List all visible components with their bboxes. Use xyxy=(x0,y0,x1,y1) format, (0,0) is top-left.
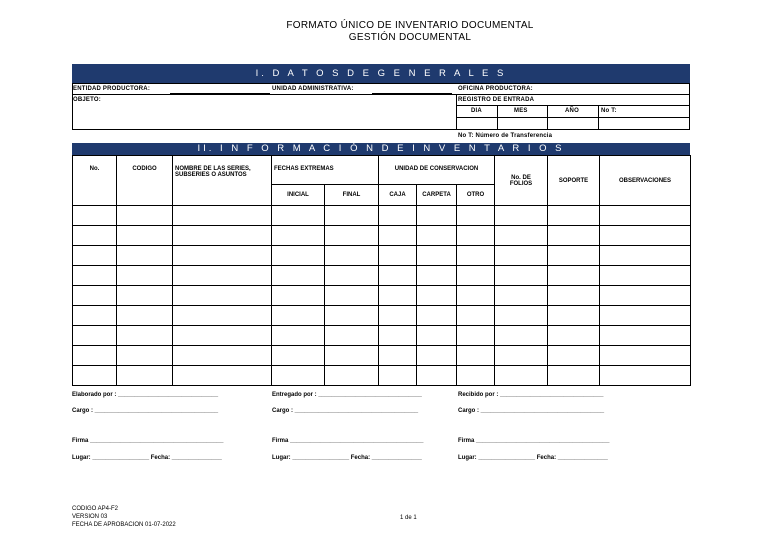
table-cell[interactable] xyxy=(417,206,457,226)
table-cell[interactable] xyxy=(173,306,272,326)
table-cell[interactable] xyxy=(495,366,548,386)
col-header-folios-line1: No. DE xyxy=(511,174,531,181)
table-cell[interactable] xyxy=(600,306,691,326)
table-cell[interactable] xyxy=(173,206,272,226)
divider xyxy=(598,105,599,130)
col-header-inicial: INICIAL xyxy=(272,185,325,206)
table-row xyxy=(73,226,691,246)
table-cell[interactable] xyxy=(600,366,691,386)
col-header-otro: OTRO xyxy=(457,185,495,206)
table-cell[interactable] xyxy=(73,226,117,246)
table-row xyxy=(73,266,691,286)
lugar-fecha-field-2[interactable]: Lugar: _________________ Fecha: _______________ xyxy=(272,455,422,461)
table-cell[interactable] xyxy=(600,346,691,366)
divider xyxy=(456,117,690,118)
table-cell[interactable] xyxy=(173,246,272,266)
col-header-unidad: UNIDAD DE CONSERVACION xyxy=(379,156,495,185)
table-cell[interactable] xyxy=(495,266,548,286)
table-cell[interactable] xyxy=(379,226,417,246)
entidad-productora-label: ENTIDAD PRODUCTORA: xyxy=(73,86,151,92)
table-cell[interactable] xyxy=(495,306,548,326)
table-cell[interactable] xyxy=(272,346,325,366)
table-cell[interactable] xyxy=(73,326,117,346)
table-cell[interactable] xyxy=(173,266,272,286)
firma-field-3[interactable]: Firma ________________________________________ xyxy=(458,438,610,444)
table-cell[interactable] xyxy=(325,226,379,246)
table-row xyxy=(73,306,691,326)
table-cell[interactable] xyxy=(457,326,495,346)
form-title-line2: GESTIÓN DOCUMENTAL xyxy=(348,32,472,43)
table-cell[interactable] xyxy=(272,246,325,266)
table-cell[interactable] xyxy=(117,246,173,266)
col-header-no: No. xyxy=(73,156,117,206)
oficina-productora-label: OFICINA PRODUCTORA: xyxy=(458,86,533,92)
table-cell[interactable] xyxy=(548,226,600,246)
table-cell[interactable] xyxy=(325,346,379,366)
col-header-folios xyxy=(495,156,548,206)
col-header-carpeta: CARPETA xyxy=(417,185,457,206)
footer-meta xyxy=(72,505,176,529)
col-header-caja: CAJA xyxy=(379,185,417,206)
section2-header xyxy=(72,143,690,155)
table-cell[interactable] xyxy=(548,246,600,266)
registro-entrada-label: REGISTRO DE ENTRADA xyxy=(458,97,535,103)
form-title-line1: FORMATO ÚNICO DE INVENTARIO DOCUMENTAL xyxy=(286,20,534,31)
col-header-observaciones: OBSERVACIONES xyxy=(600,156,691,206)
table-cell[interactable] xyxy=(548,266,600,286)
table-cell[interactable] xyxy=(379,306,417,326)
table-cell[interactable] xyxy=(117,206,173,226)
table-row xyxy=(73,246,691,266)
table-row xyxy=(73,286,691,306)
table-cell[interactable] xyxy=(117,346,173,366)
table-cell[interactable] xyxy=(600,326,691,346)
table-cell[interactable] xyxy=(457,266,495,286)
transfer-note: No T: Número de Transferencia xyxy=(458,133,553,139)
section2-title: II. I N F O R M A C I Ó N D E I N V E N T A R I O S xyxy=(197,143,565,154)
col-header-soporte: SOPORTE xyxy=(548,156,600,206)
table-cell[interactable] xyxy=(600,246,691,266)
table-row xyxy=(73,326,691,346)
transfer-number-label: No T: xyxy=(601,108,617,114)
table-cell[interactable] xyxy=(117,366,173,386)
objeto-label: OBJETO: xyxy=(73,97,101,103)
table-cell[interactable] xyxy=(379,326,417,346)
table-cell[interactable] xyxy=(272,286,325,306)
unidad-administrativa-label: UNIDAD ADMINISTRATIVA: xyxy=(272,86,354,92)
table-cell[interactable] xyxy=(117,326,173,346)
table-cell[interactable] xyxy=(379,266,417,286)
table-cell[interactable] xyxy=(495,246,548,266)
table-cell[interactable] xyxy=(272,326,325,346)
table-cell[interactable] xyxy=(457,226,495,246)
footer-fecha: FECHA DE APROBACION 01-07-2022 xyxy=(72,522,176,528)
table-cell[interactable] xyxy=(548,306,600,326)
table-cell[interactable] xyxy=(325,326,379,346)
divider xyxy=(456,94,457,130)
table-cell[interactable] xyxy=(548,286,600,306)
table-cell[interactable] xyxy=(325,306,379,326)
table-cell[interactable] xyxy=(457,246,495,266)
table-cell[interactable] xyxy=(457,306,495,326)
table-cell[interactable] xyxy=(379,286,417,306)
table-cell[interactable] xyxy=(600,266,691,286)
ano-label: AÑO xyxy=(565,108,579,114)
page-number: 1 de 1 xyxy=(400,515,417,521)
table-cell[interactable] xyxy=(272,266,325,286)
table-cell[interactable] xyxy=(417,266,457,286)
table-cell[interactable] xyxy=(417,226,457,246)
lugar-fecha-field-1[interactable]: Lugar: _________________ Fecha: _______________ xyxy=(72,455,222,461)
table-cell[interactable] xyxy=(325,366,379,386)
table-cell[interactable] xyxy=(417,306,457,326)
firma-field-2[interactable]: Firma ________________________________________ xyxy=(272,438,424,444)
footer-codigo: CODIGO AP4-F2 xyxy=(72,506,119,512)
table-cell[interactable] xyxy=(325,246,379,266)
table-cell[interactable] xyxy=(548,206,600,226)
table-cell[interactable] xyxy=(457,346,495,366)
field-underline xyxy=(372,93,452,94)
table-cell[interactable] xyxy=(325,286,379,306)
lugar-fecha-field-3[interactable]: Lugar: _________________ Fecha: _______________ xyxy=(458,455,608,461)
table-cell[interactable] xyxy=(117,266,173,286)
table-cell[interactable] xyxy=(417,286,457,306)
table-cell[interactable] xyxy=(600,206,691,226)
cargo-field-3[interactable]: Cargo : _____________________________________ xyxy=(458,408,605,414)
col-header-folios-line2: FOLIOS xyxy=(509,180,533,187)
col-header-nombre xyxy=(173,156,272,206)
field-underline xyxy=(170,93,270,94)
col-header-fechas: FECHAS EXTREMAS xyxy=(272,156,379,185)
table-row xyxy=(73,206,691,226)
table-cell[interactable] xyxy=(417,246,457,266)
table-row xyxy=(73,366,691,386)
table-cell[interactable] xyxy=(173,286,272,306)
table-cell[interactable] xyxy=(548,326,600,346)
entregado-por-field[interactable]: Entregado por : _______________________________ xyxy=(272,392,422,398)
table-cell[interactable] xyxy=(117,286,173,306)
table-cell[interactable] xyxy=(379,366,417,386)
elaborado-por-field[interactable]: Elaborado por : ______________________________ xyxy=(72,392,219,398)
table-cell[interactable] xyxy=(73,366,117,386)
table-cell[interactable] xyxy=(457,286,495,306)
section1-title: I. D A T O S D E G E N E R A L E S xyxy=(255,68,507,79)
table-cell[interactable] xyxy=(379,346,417,366)
table-cell[interactable] xyxy=(548,366,600,386)
table-cell[interactable] xyxy=(495,206,548,226)
col-header-nombre-line1: NOMBRE DE LAS SERIES, xyxy=(175,166,251,172)
table-cell[interactable] xyxy=(73,286,117,306)
table-cell[interactable] xyxy=(173,366,272,386)
table-cell[interactable] xyxy=(417,326,457,346)
table-cell[interactable] xyxy=(73,306,117,326)
cargo-field-2[interactable]: Cargo : _____________________________________ xyxy=(272,408,419,414)
divider xyxy=(72,94,690,95)
table-cell[interactable] xyxy=(417,366,457,386)
table-cell[interactable] xyxy=(457,206,495,226)
section1-header xyxy=(72,64,690,83)
table-cell[interactable] xyxy=(73,246,117,266)
table-cell[interactable] xyxy=(495,346,548,366)
divider xyxy=(547,105,548,130)
table-cell[interactable] xyxy=(73,206,117,226)
table-cell[interactable] xyxy=(173,226,272,246)
table-cell[interactable] xyxy=(272,366,325,386)
table-cell[interactable] xyxy=(272,306,325,326)
firma-field-1[interactable]: Firma ________________________________________ xyxy=(72,438,224,444)
cargo-field-1[interactable]: Cargo : _____________________________________ xyxy=(72,408,219,414)
col-header-nombre-line2: SUBSERIES O ASUNTOS xyxy=(175,172,247,178)
table-cell[interactable] xyxy=(173,326,272,346)
divider xyxy=(456,105,690,106)
table-cell[interactable] xyxy=(417,346,457,366)
table-cell[interactable] xyxy=(495,226,548,246)
dia-label: DIA xyxy=(471,108,482,114)
table-cell[interactable] xyxy=(117,306,173,326)
table-cell[interactable] xyxy=(173,346,272,366)
table-cell[interactable] xyxy=(457,366,495,386)
table-cell[interactable] xyxy=(600,286,691,306)
inventory-table xyxy=(72,155,691,386)
table-cell[interactable] xyxy=(379,246,417,266)
table-cell[interactable] xyxy=(272,206,325,226)
table-cell[interactable] xyxy=(379,206,417,226)
table-cell[interactable] xyxy=(600,226,691,246)
recibido-por-field[interactable]: Recibido por : _______________________________ xyxy=(458,392,604,398)
table-cell[interactable] xyxy=(272,226,325,246)
footer-version: VERSION 03 xyxy=(72,514,108,520)
divider xyxy=(497,105,498,130)
table-cell[interactable] xyxy=(495,286,548,306)
mes-label: MES xyxy=(514,108,528,114)
table-row xyxy=(73,346,691,366)
col-header-final: FINAL xyxy=(325,185,379,206)
col-header-codigo: CODIGO xyxy=(117,156,173,206)
table-cell[interactable] xyxy=(325,266,379,286)
table-cell[interactable] xyxy=(73,346,117,366)
table-cell[interactable] xyxy=(325,206,379,226)
table-cell[interactable] xyxy=(495,326,548,346)
table-cell[interactable] xyxy=(548,346,600,366)
table-cell[interactable] xyxy=(117,226,173,246)
table-cell[interactable] xyxy=(73,266,117,286)
